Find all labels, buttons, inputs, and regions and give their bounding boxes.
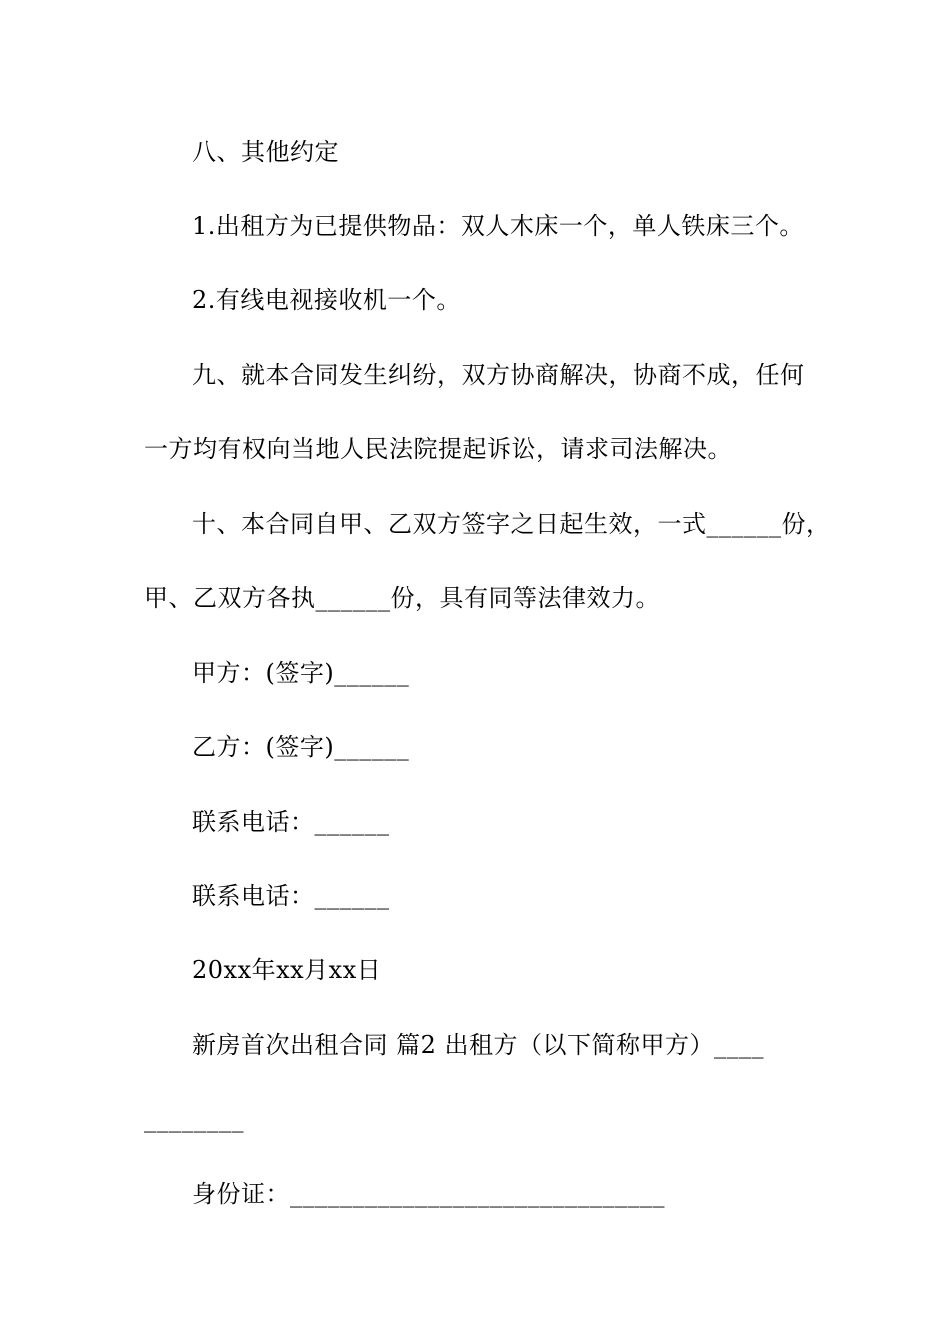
party-a-signature: 甲方：(签字)______ [192,659,410,687]
section-8-heading: 八、其他约定 [192,138,339,166]
lessor-name-blank: ________ [144,1105,244,1133]
section-10-line-2: 甲、乙双方各执______份，具有同等法律效力。 [144,584,660,612]
party-b-signature: 乙方：(签字)______ [192,733,410,761]
section-9-line-2: 一方均有权向当地人民法院提起诉讼，请求司法解决。 [144,435,732,463]
section-10-line-1: 十、本合同自甲、乙双方签字之日起生效，一式______份， [192,510,831,538]
clause-8-item-2: 2.有线电视接收机一个。 [192,286,461,314]
contract-2-heading: 新房首次出租合同 篇2 出租方（以下简称甲方）____ [192,1031,765,1059]
contract-date: 20xx年xx月xx日 [192,956,382,984]
section-9-line-1: 九、就本合同发生纠纷，双方协商解决，协商不成，任何 [192,361,805,389]
contact-phone-b: 联系电话：______ [192,882,390,910]
clause-8-item-1: 1.出租方为已提供物品：双人木床一个，单人铁床三个。 [192,212,804,240]
contact-phone-a: 联系电话：______ [192,808,390,836]
id-card-field: 身份证：______________________________ [192,1180,665,1208]
